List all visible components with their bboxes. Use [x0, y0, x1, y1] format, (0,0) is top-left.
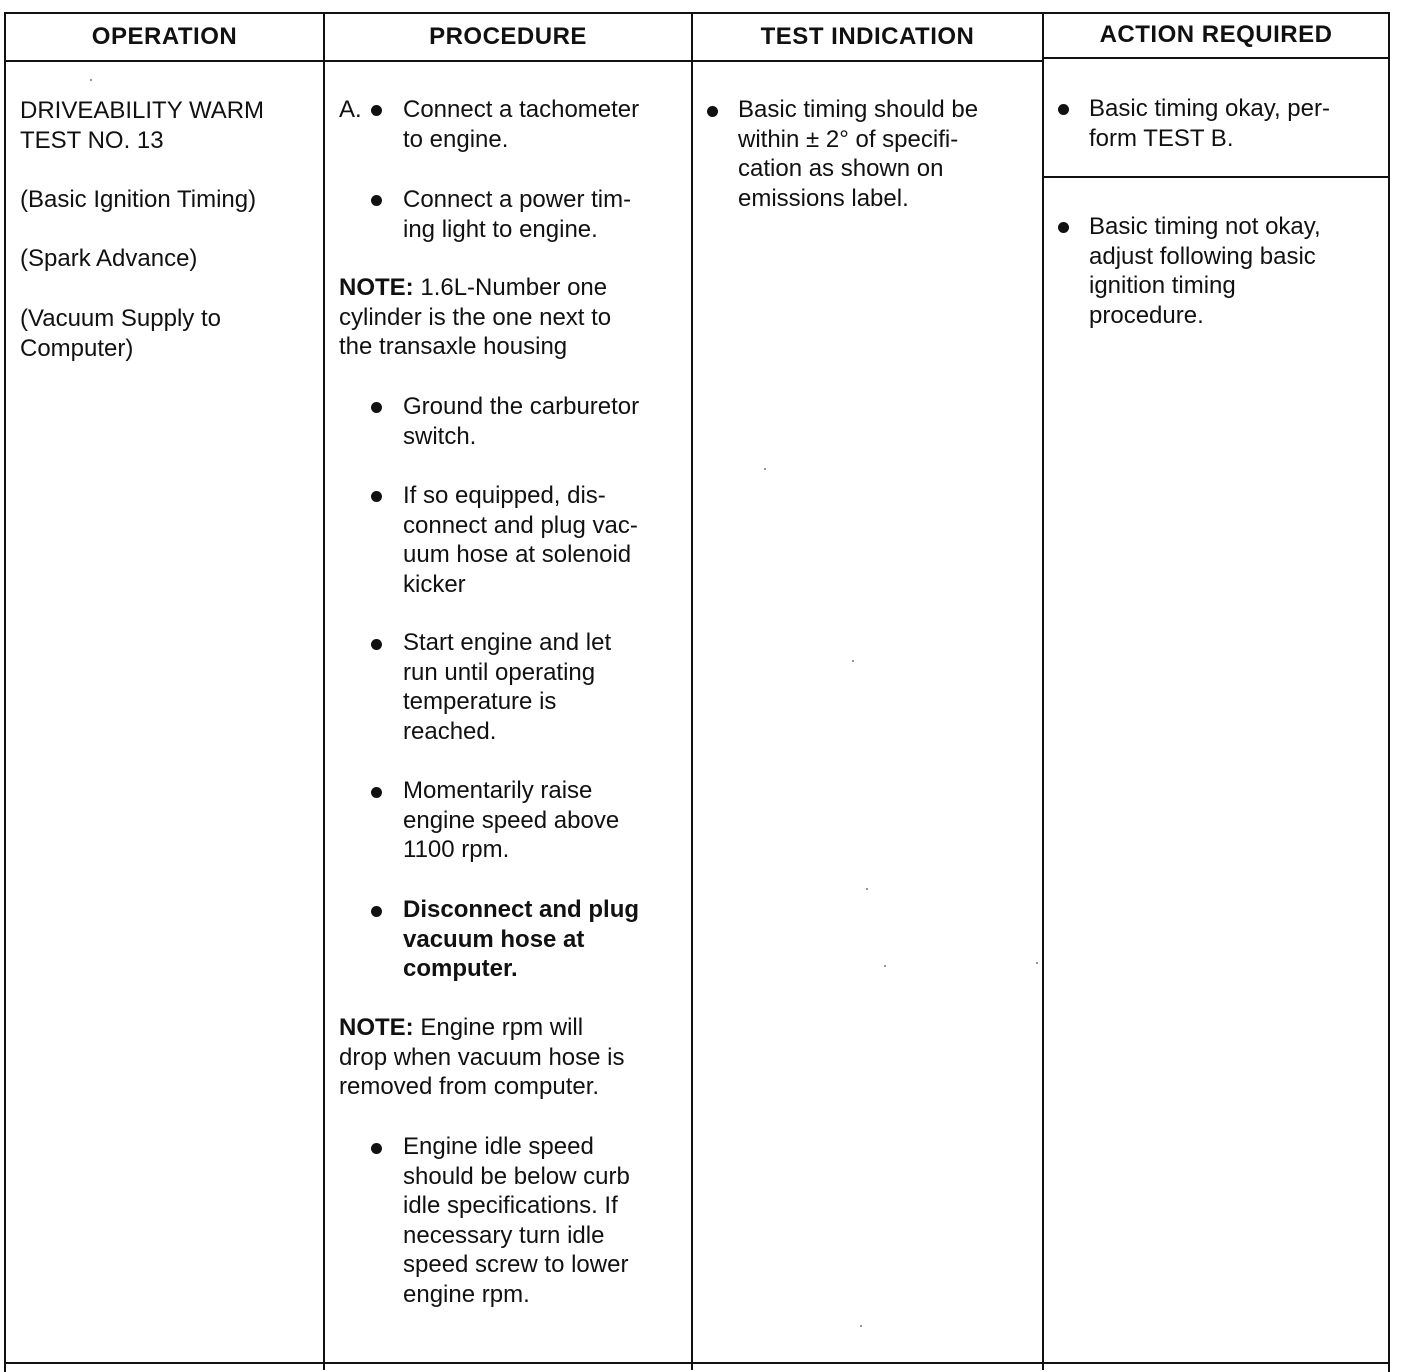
operation-title-line: TEST NO. 13 [20, 126, 164, 154]
bullet-icon [371, 105, 382, 116]
procedure-step [403, 776, 619, 865]
step-line: speed screw to lower [403, 1251, 629, 1278]
note-text: 1.6L-Number one [413, 274, 608, 301]
indication-line: Basic timing should be [738, 96, 979, 123]
scan-speck [90, 79, 92, 81]
note-line: drop when vacuum hose is [339, 1043, 625, 1071]
note-label: NOTE: [339, 274, 414, 301]
bottom-rule [4, 1362, 1390, 1364]
step-line: vacuum hose at [403, 925, 585, 953]
step-line: switch. [403, 422, 477, 450]
step-line: necessary turn idle [403, 1221, 605, 1249]
bullet-icon [1058, 222, 1069, 233]
scan-speck [852, 660, 854, 662]
step-prefix: A. [339, 96, 362, 123]
action-line: form TEST B. [1089, 124, 1234, 152]
scan-speck [884, 965, 886, 967]
step-line: computer. [403, 955, 518, 982]
step-line: idle specifications. If [403, 1192, 618, 1219]
step-line: Start engine and let [403, 629, 612, 656]
procedure-step [403, 95, 639, 154]
procedure-step [403, 481, 638, 599]
procedure-step [403, 1132, 630, 1309]
action-ok [1089, 94, 1330, 153]
step-line: kicker [403, 570, 466, 598]
action-not-ok [1089, 212, 1321, 330]
header-operation: OPERATION [91, 23, 238, 50]
header-action-required: ACTION REQUIRED [1099, 21, 1333, 48]
operation-title-line: DRIVEABILITY WARM [20, 97, 265, 124]
action-line: Basic timing not okay, [1089, 213, 1321, 240]
procedure-note [339, 273, 611, 362]
bullet-icon [1058, 104, 1069, 115]
header-procedure: PROCEDURE [429, 23, 587, 50]
indication-line: cation as shown on [738, 155, 944, 182]
step-line: Connect a tachometer [403, 96, 640, 123]
note-label: NOTE: [339, 1014, 414, 1041]
step-line: Ground the carburetor [403, 393, 640, 420]
step-line: 1100 rpm. [403, 836, 510, 863]
bullet-icon [707, 106, 718, 117]
indication-line: emissions label. [738, 184, 909, 212]
bullet-icon [371, 195, 382, 206]
note-line: removed from computer. [339, 1073, 600, 1100]
step-line: to engine. [403, 125, 509, 153]
scan-speck [1036, 962, 1038, 964]
action-line: Basic timing okay, per- [1089, 95, 1330, 122]
step-line: temperature is [403, 688, 557, 715]
step-line: connect and plug vac- [403, 511, 638, 539]
bullet-icon [371, 639, 382, 650]
column-divider [1042, 12, 1044, 1370]
header-test-indication: TEST INDICATION [760, 23, 975, 50]
indication-line: within ± 2° of specifi- [738, 125, 959, 153]
operation-item: (Spark Advance) [20, 245, 198, 272]
note-line: the transaxle housing [339, 333, 568, 360]
operation-item [20, 304, 221, 363]
step-line: Momentarily raise [403, 777, 593, 804]
step-line: should be below curb [403, 1162, 630, 1190]
scan-speck [866, 888, 868, 890]
note-text: Engine rpm will [413, 1014, 584, 1041]
scan-speck [764, 468, 766, 470]
operation-title [20, 96, 264, 155]
step-line: Engine idle speed [403, 1133, 594, 1160]
step-line: If so equipped, dis- [403, 482, 606, 509]
procedure-step [403, 392, 639, 451]
bullet-icon [371, 1143, 382, 1154]
step-line: reached. [403, 717, 497, 745]
procedure-note [339, 1013, 625, 1102]
step-line: run until operating [403, 658, 596, 686]
procedure-step [403, 185, 631, 244]
operation-item: (Basic Ignition Timing) [20, 186, 257, 213]
bullet-icon [371, 787, 382, 798]
action-line: procedure. [1089, 301, 1204, 329]
header-rule [4, 60, 1044, 62]
step-line: uum hose at solenoid [403, 541, 632, 568]
action-line: adjust following basic [1089, 242, 1316, 270]
action-row-divider [1042, 176, 1390, 178]
step-line: Disconnect and plug [403, 896, 640, 923]
operation-item-line: (Vacuum Supply to [20, 305, 221, 332]
bullet-icon [371, 906, 382, 917]
column-divider [691, 12, 693, 1370]
step-line: engine speed above [403, 806, 620, 834]
column-divider [323, 12, 325, 1370]
test-indication-text [738, 95, 978, 213]
bullet-icon [371, 491, 382, 502]
action-line: ignition timing [1089, 272, 1236, 299]
note-line: cylinder is the one next to [339, 303, 612, 331]
step-line: ing light to engine. [403, 215, 598, 243]
step-line: Connect a power tim- [403, 186, 632, 213]
step-line: engine rpm. [403, 1280, 530, 1308]
operation-item-line: Computer) [20, 334, 134, 362]
scan-speck [860, 1325, 862, 1327]
procedure-step-emphasis [403, 895, 639, 984]
bullet-icon [371, 402, 382, 413]
procedure-step [403, 628, 611, 746]
